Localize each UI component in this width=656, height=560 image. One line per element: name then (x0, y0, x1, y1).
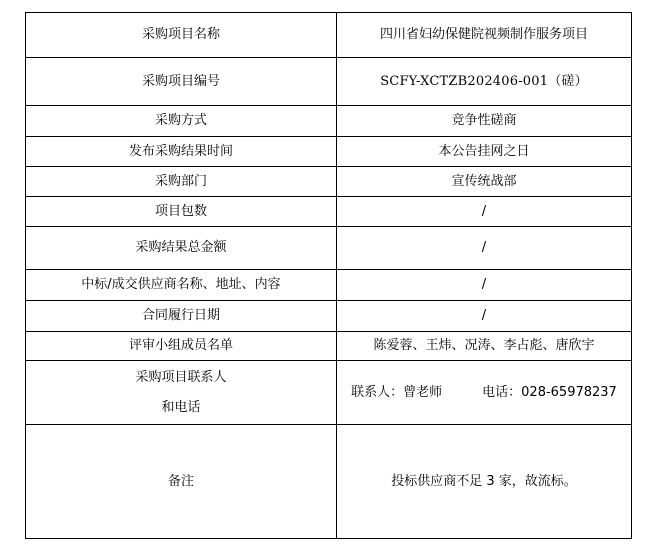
table-row (26, 137, 632, 167)
contact-person: 联系人：曾老师 (351, 384, 443, 400)
row-label: 采购项目编号 (26, 58, 337, 106)
remark-row (26, 425, 632, 539)
table-row (26, 58, 632, 106)
row-label: 项目包数 (26, 197, 337, 227)
row-label: 合同履行日期 (26, 301, 337, 332)
contact-value-cell (337, 361, 632, 425)
row-value: 宣传统战部 (337, 167, 632, 197)
contact-label-line1: 采购项目联系人 (135, 369, 227, 385)
row-label: 采购部门 (26, 167, 337, 197)
row-value: SCFY-XCTZB202406-001（磋） (337, 58, 632, 106)
row-label: 发布采购结果时间 (26, 137, 337, 167)
contact-label-cell (26, 361, 337, 425)
procurement-result-table (25, 12, 632, 539)
table-row (26, 106, 632, 137)
table-row (26, 13, 632, 58)
contact-label-line2: 和电话 (161, 399, 201, 415)
table-row (26, 167, 632, 197)
row-value: 陈爱蓉、王炜、况涛、李占彪、唐欣宇 (337, 332, 632, 361)
row-value: / (337, 197, 632, 227)
row-value: 四川省妇幼保健院视频制作服务项目 (337, 13, 632, 58)
row-label: 采购方式 (26, 106, 337, 137)
table-row (26, 270, 632, 301)
table-row (26, 227, 632, 270)
row-value: / (337, 270, 632, 301)
remark-label: 备注 (26, 425, 337, 539)
row-value: / (337, 301, 632, 332)
row-label: 采购项目名称 (26, 13, 337, 58)
row-label: 评审小组成员名单 (26, 332, 337, 361)
row-label: 采购结果总金额 (26, 227, 337, 270)
table-row (26, 197, 632, 227)
row-value: 竞争性磋商 (337, 106, 632, 137)
remark-value: 投标供应商不足 3 家，故流标。 (337, 425, 632, 539)
contact-row (26, 361, 632, 425)
table-row (26, 301, 632, 332)
table-row (26, 332, 632, 361)
row-value: / (337, 227, 632, 270)
row-value: 本公告挂网之日 (337, 137, 632, 167)
row-label: 中标/成交供应商名称、地址、内容 (26, 270, 337, 301)
contact-phone: 电话：028-65978237 (482, 384, 617, 400)
